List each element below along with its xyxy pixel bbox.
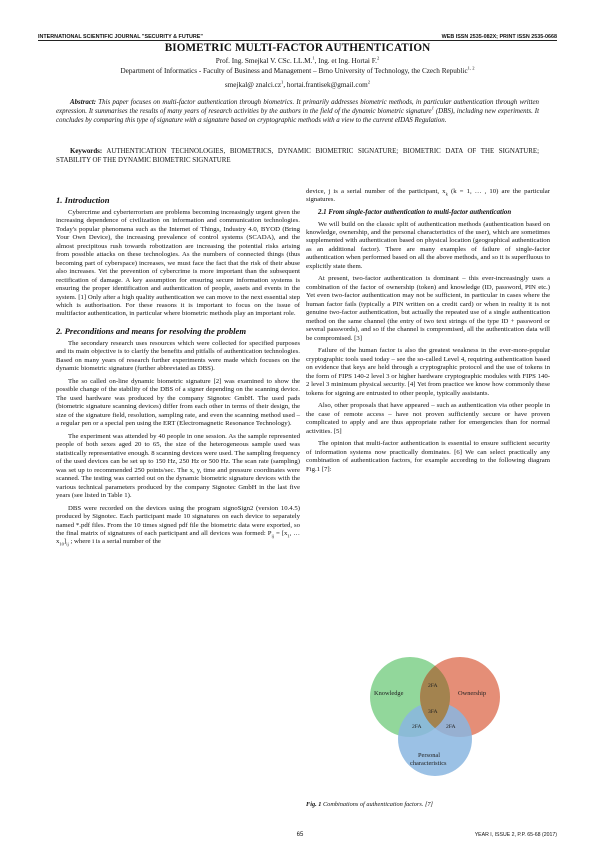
abstract — [56, 99, 539, 126]
subsection-paragraph-3: Failure of the human factor is also the greatest weakness in the ever-more-popular cryptographic tools used today – see the so-called Level 4, requiring authentication based on evidence that keys are held through a cryptographic protocol and the use of tokens in the form of FIPS 140-2 level 3 or higher hardware cryptographic modules with FIPS 140-2 level 3 minimum physical security. [4] Yet from practice we know how commonly these tokens for signing are entrusted to other people, typically assistants. — [306, 347, 550, 397]
preconditions-paragraph-3: The experiment was attended by 40 people in one session. As the sample represented people of both sexes aged 20 to 65, the size of the heterogeneous sample used was statistically representative enough. 8 scanning devices were used. The sampling frequency of the used devices can be set up to 150 Hz, 250 Hz or 500 Hz. The scan rate (sampling) was set up to recommended 250 points/sec. The x, y, time and pressure coordinates were scanned. The testing was carried out on the dynamic biometric signature devices with the various technical parameters produced by the company Signotec GmbH in the last five years (see listed in Table 1). — [56, 432, 300, 499]
caption-label: Fig. 1 — [306, 801, 322, 808]
section-heading-preconditions: 2. Preconditions and means for resolving the problem — [56, 325, 247, 336]
p4-sub-1: ij — [271, 533, 275, 539]
abstract-text-2: (DBS), including new experiments. It concludes by comparing this type of signature with a signature based on cryptographic methods with a view to the current eIDAS Regulation. — [56, 107, 540, 124]
p4-sub-4: ij — [66, 541, 69, 547]
cont-sub: k — [445, 191, 448, 197]
left-column — [56, 188, 300, 551]
affiliation-sup: 1, 2 — [467, 65, 475, 71]
author-2-sup: 2 — [376, 55, 380, 61]
abstract-sup: 1 — [431, 105, 434, 111]
right-column — [306, 188, 550, 478]
issn-text: WEB ISSN 2535-082X; PRINT ISSN 2535-0668 — [441, 34, 557, 40]
running-header — [38, 28, 557, 40]
author-2: Ing. et Ing. Hortai F. — [318, 57, 377, 65]
p4-text-e: ; where i is a serial number of the — [68, 538, 161, 546]
p4-text-b: = [x — [274, 529, 288, 537]
p4-sub-2: 1 — [287, 533, 290, 539]
personal-label-1: Personal — [418, 752, 441, 759]
subsection-heading: 2.1 From single-factor authentication to multi-factor authentication — [318, 209, 512, 217]
caption-text: Combinations of authentication factors. [7] — [321, 801, 434, 808]
page-number: 65 — [296, 832, 304, 838]
email-2[interactable]: hortai.frantisek@gmail.com — [286, 81, 368, 89]
p4-sub-3: 10 — [59, 541, 64, 547]
p4-text-d: ] — [63, 538, 67, 546]
author-1: Prof. Ing. Smejkal V. CSc. LL.M. — [215, 57, 313, 65]
preconditions-paragraph-2: The so called on-line dynamic biometric signature [2] was examined to show the possible change of the stability of the DBS of a signer depending on the scanning device. The used hardware was produced by the company Signotec GmbH. The used pads (biometric signature scanning devices) differ from each other in terms of their design, the size of the signature field, resolution, sampling rate, and even the scanning method used – a regular pen or a special pen using the ERT (Electromagnetic Resonance Technology). — [56, 377, 300, 428]
figure-caption — [306, 801, 550, 808]
affiliation — [38, 67, 557, 75]
keywords-label: Keywords: — [70, 148, 103, 155]
p4-text-c: , … x — [56, 529, 301, 546]
section-heading-introduction: 1. Introduction — [56, 195, 110, 205]
cont-text-b: (k = 1, … , 10) are the particular signatures. — [306, 188, 550, 204]
preconditions-paragraph-4 — [56, 505, 300, 547]
preconditions-paragraph-1: The secondary research uses resources which were collected for specified purposes and its main objective is to clarify the benefits and pitfalls of authentication technologies. Based on many years of research further experiments were made which focuses on the dynamic biometric signature (further abbreviated as DBS). — [56, 339, 300, 373]
email-1[interactable]: smejkal@ znalci.cz — [224, 81, 282, 89]
author-1-sup: 1 — [312, 55, 315, 61]
personal-label-2: characteristics — [410, 760, 447, 767]
ownership-label: Ownership — [458, 690, 487, 697]
issue-info: YEAR I, ISSUE 2, P.P. 65-68 (2017) — [474, 832, 557, 838]
subsection-paragraph-4: Also, other proposals that have appeared – such as authentication via other people in the case of remote access – have not proven sufficiently secure or have proven complicated to apply and are thus appropriate rather for emergencies than for normal activities. [5] — [306, 402, 550, 435]
subsection-paragraph-2: At present, two-factor authentication is dominant – this ever-increasingly uses a combination of the factor of ownership (token) and knowledge (ID, password, PIN etc.) Yet even two-factor authentication may not be sufficient, in particular in cases where the human factor fails (typically a PIN written on a credit card) or when in reality it is not genuine two-factor authentication, but actually the repeated use of a single authentication method on the same channel (the entry of two text strings of the type ID + password or several passwords), and so if the channel is compromised, all the authentication data will be compromised. [3] — [306, 275, 550, 342]
email-1-sup: 1 — [281, 79, 284, 85]
keywords — [56, 148, 539, 166]
intro-paragraph: Cybercrime and cyberterrorism are problems becoming increasingly urgent given the increasing dependence of civilization on information and communication technologies. Today's popular phenomena such as the Internet of Things, Industry 4.0, BYOD (Bring Your Own Device), the increasing prevalence of control systems (SCADA), and the almost precipitous rush towards robotization are increasing the potential risks arising from possible attacks on these technologies. As the numbers of connected things (thus becoming part of cyberspace) increases, we must face the fact that the risk of their abuse also increases. Yet the prevention of cybercrime is more important than the subsequent rectification of damage. A key assumption for ensuring secure information systems is ensuring the proper identification and authentication of people, assets and events in the system. [1] Only after a high quality authentication we can move to the next essential step which is authorisation. For these reasons it is important to focus on the issue of multifactor authentication, in particular where biometric methods play an important role. — [56, 209, 300, 318]
abstract-text-1: This paper focuses on multi-factor authentication through biometrics. It primarily addresses biometric methods, in particular authentication through written expression. It summarises the results of many years of research activities by the authors in the field of the dynamic biometric signature — [56, 99, 539, 115]
subsection-paragraph-5: The opinion that multi-factor authentication is essential to ensure sufficient security of information systems now practically dominates. [6] We can select practically any combination of authentication factors, for example according to the following diagram Fig.1 [7]: — [306, 440, 550, 473]
3fa-label: 3FA — [428, 709, 438, 715]
abstract-label: Abstract: — [70, 99, 97, 106]
paper-title: BIOMETRIC MULTI-FACTOR AUTHENTICATION — [164, 42, 431, 54]
journal-name: INTERNATIONAL SCIENTIFIC JOURNAL "SECURITY & FUTURE" — [38, 34, 203, 40]
email-2-sup: 2 — [367, 79, 371, 85]
emails-line: smejkal@ $znalci.cz^1$, hortai.frantisek@gmail.com$^2$ — [224, 79, 371, 89]
2fa-left-label: 2FA — [412, 724, 422, 730]
authors-line: Prof. Ing. Smejkal V. CSc. LL.M.$^1$, Ing. et Ing. Hortai F.$^2$ — [215, 55, 380, 65]
p4-text-a: DBS were recorded on the devices using the program signoSign2 (version 10.4.5) produced by Signotec. Each participant made 10 signatures on each device to separately named *.pdf files. From the 10 times signed pdf file the biometric data were exported, so the final matrix of signatures of each participant and all devices was formed: P — [56, 504, 300, 537]
affiliation-text: Department of Informatics - Faculty of Business and Management – Brno University of Technology, the Czech Republic — [120, 67, 468, 75]
header-divider — [38, 40, 557, 41]
knowledge-label: Knowledge — [374, 690, 404, 697]
2fa-top-label: 2FA — [428, 683, 438, 689]
cont-text-a: device, j is a serial number of the participant, x — [306, 188, 446, 195]
venn-diagram — [360, 655, 510, 777]
right-continuation-paragraph — [306, 188, 550, 205]
subsection-paragraph-1: We will build on the classic split of authentication methods (authentication based on knowledge, ownership, and the personal characteristics of the user), which are sometimes supplemented with authentication based on physical location (geographical authentication as an additional factor). There are many examples of failure of single-factor authentication when performed based on all the above methods, and so it is superfluous to explicitly state them. — [306, 220, 550, 270]
2fa-right-label: 2FA — [446, 724, 456, 730]
keywords-text: AUTHENTICATION TECHNOLOGIES, BIOMETRICS, DYNAMIC BIOMETRIC SIGNATURE; BIOMETRIC DATA OF THE SIGNATURE; STABILITY OF THE DYNAMIC BIOMETRIC SIGNATURE — [56, 148, 540, 164]
